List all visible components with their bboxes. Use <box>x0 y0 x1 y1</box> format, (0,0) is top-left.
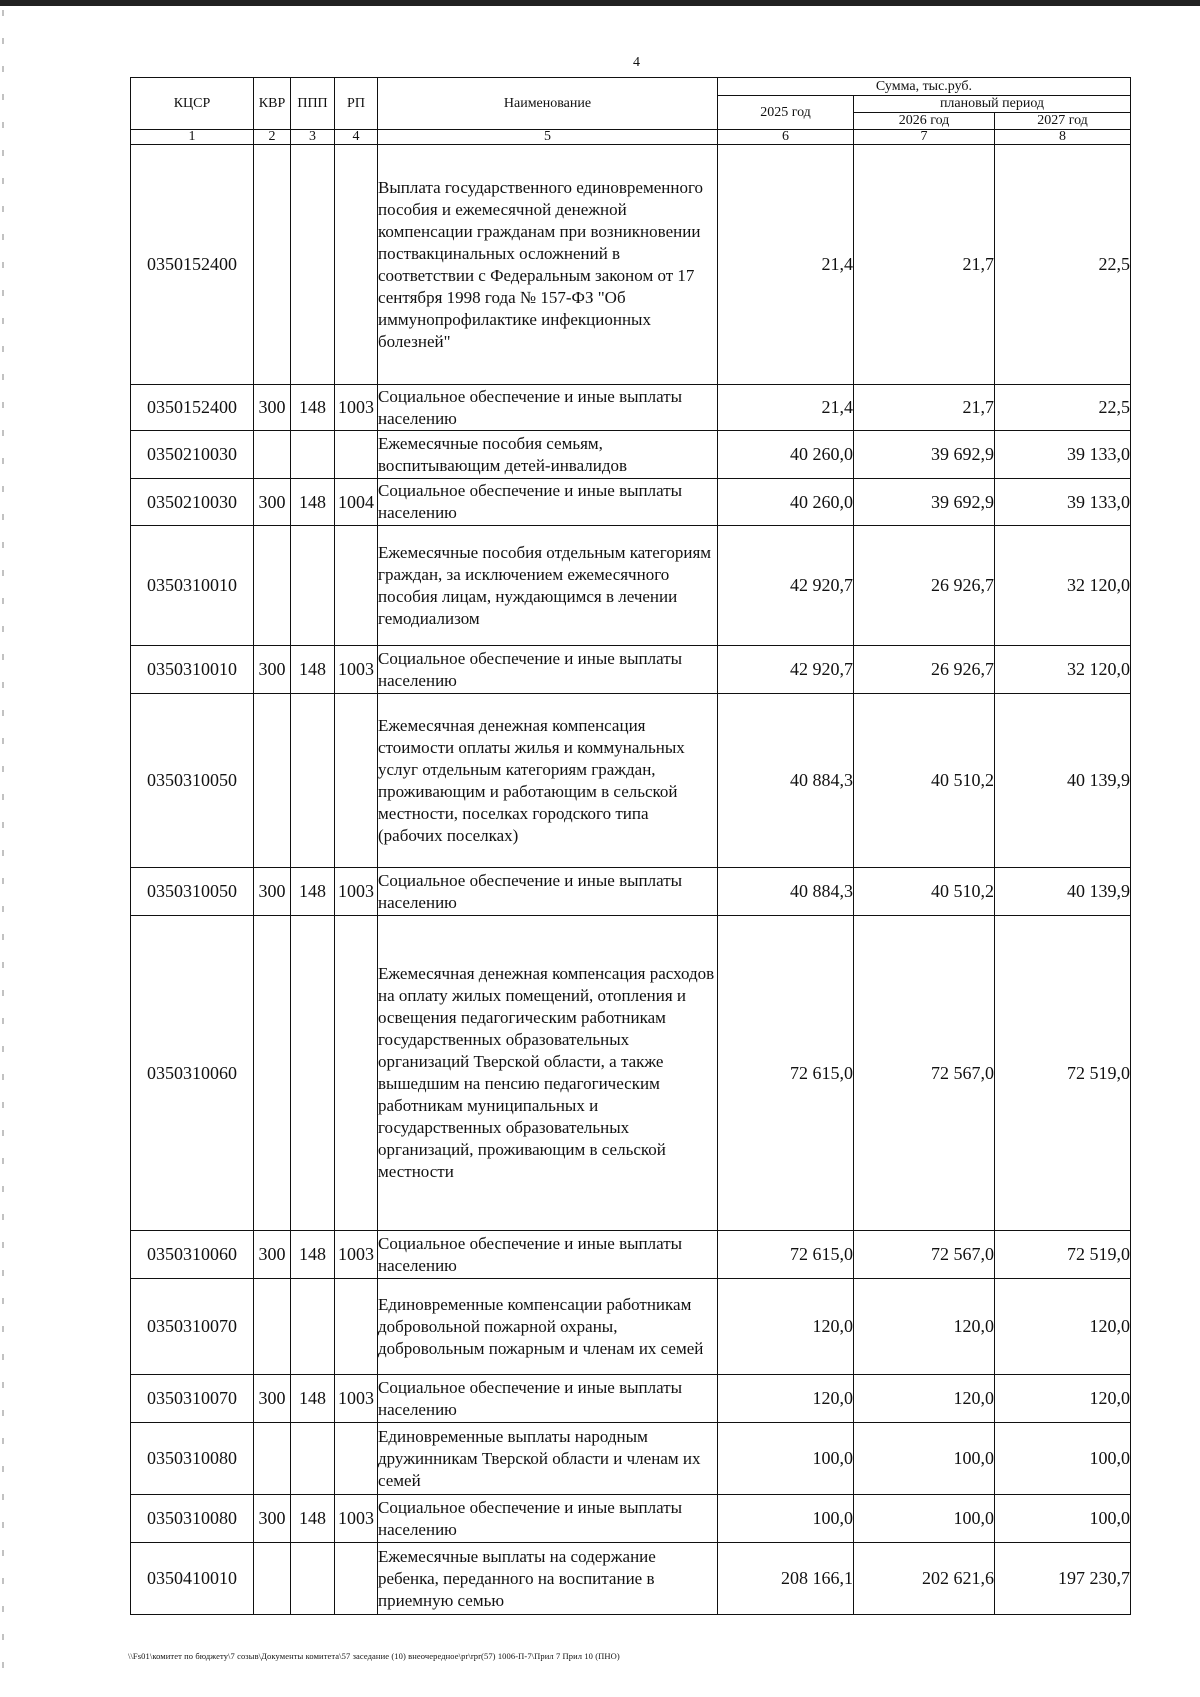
amount-2026-cell: 39 692,9 <box>854 431 995 479</box>
table-row <box>131 431 1131 479</box>
rp-cell: 1003 <box>335 1495 378 1543</box>
kvr-cell <box>254 526 291 646</box>
amount-2026-cell: 100,0 <box>854 1495 995 1543</box>
kvr-cell: 300 <box>254 868 291 916</box>
table-row <box>131 1231 1131 1279</box>
name-cell: Единовременные компенсации работникам добровольной пожарной охраны, добровольным пожарным и членам их семей <box>378 1279 718 1375</box>
amount-2025-cell: 100,0 <box>718 1423 854 1495</box>
name-cell: Социальное обеспечение и иные выплаты населению <box>378 1495 718 1543</box>
kcsr-cell: 0350152400 <box>131 385 254 431</box>
amount-2027-cell: 32 120,0 <box>995 646 1131 694</box>
kcsr-cell: 0350210030 <box>131 479 254 526</box>
amount-2026-cell: 40 510,2 <box>854 694 995 868</box>
name-cell: Социальное обеспечение и иные выплаты населению <box>378 479 718 526</box>
table-row <box>131 916 1131 1231</box>
ppp-cell <box>291 1423 335 1495</box>
ppp-cell: 148 <box>291 479 335 526</box>
footer-file-path: \\Fs01\комитет по бюджету\7 созыв\Документы комитета\57 заседание (10) внеочередное\pr\rpr(57) 1006-П-7\Прил 7 Прил 10 (ПНО) <box>128 1651 620 1661</box>
kvr-cell: 300 <box>254 479 291 526</box>
header-planned-period: плановый период <box>854 96 1131 113</box>
header-kcsr: КЦСР <box>131 78 254 130</box>
kvr-cell: 300 <box>254 1375 291 1423</box>
kcsr-cell: 0350310070 <box>131 1375 254 1423</box>
kvr-cell <box>254 694 291 868</box>
amount-2027-cell: 72 519,0 <box>995 916 1131 1231</box>
rp-cell <box>335 1543 378 1615</box>
amount-2027-cell: 72 519,0 <box>995 1231 1131 1279</box>
amount-2027-cell: 120,0 <box>995 1375 1131 1423</box>
kvr-cell: 300 <box>254 385 291 431</box>
table-row <box>131 479 1131 526</box>
ppp-cell: 148 <box>291 868 335 916</box>
kcsr-cell: 0350310010 <box>131 526 254 646</box>
header-2027: 2027 год <box>995 113 1131 130</box>
rp-cell <box>335 1423 378 1495</box>
table-row <box>131 1495 1131 1543</box>
rp-cell <box>335 145 378 385</box>
kcsr-cell: 0350310050 <box>131 868 254 916</box>
amount-2025-cell: 208 166,1 <box>718 1543 854 1615</box>
kcsr-cell: 0350310010 <box>131 646 254 694</box>
name-cell: Социальное обеспечение и иные выплаты населению <box>378 646 718 694</box>
name-cell: Социальное обеспечение и иные выплаты населению <box>378 868 718 916</box>
header-kvr: КВР <box>254 78 291 130</box>
ppp-cell <box>291 1543 335 1615</box>
ppp-cell <box>291 694 335 868</box>
page-number: 4 <box>633 55 640 70</box>
table-header <box>131 78 1131 145</box>
ppp-cell <box>291 526 335 646</box>
table-row <box>131 1543 1131 1615</box>
amount-2025-cell: 40 260,0 <box>718 479 854 526</box>
rp-cell: 1003 <box>335 868 378 916</box>
ppp-cell <box>291 916 335 1231</box>
kcsr-cell: 0350310050 <box>131 694 254 868</box>
amount-2026-cell: 21,7 <box>854 385 995 431</box>
ppp-cell: 148 <box>291 1495 335 1543</box>
amount-2025-cell: 40 260,0 <box>718 431 854 479</box>
table-row <box>131 694 1131 868</box>
column-index: 7 <box>854 130 995 145</box>
name-cell: Ежемесячная денежная компенсация стоимости оплаты жилья и коммунальных услуг отдельным категориям граждан, проживающим и работающим в сельской местности, поселках городского типа (рабочих поселках) <box>378 694 718 868</box>
rp-cell: 1003 <box>335 385 378 431</box>
amount-2027-cell: 39 133,0 <box>995 479 1131 526</box>
rp-cell: 1003 <box>335 646 378 694</box>
header-ppp: ППП <box>291 78 335 130</box>
table-row <box>131 646 1131 694</box>
amount-2027-cell: 40 139,9 <box>995 694 1131 868</box>
amount-2025-cell: 21,4 <box>718 385 854 431</box>
amount-2026-cell: 40 510,2 <box>854 868 995 916</box>
name-cell: Социальное обеспечение и иные выплаты населению <box>378 1231 718 1279</box>
header-name: Наименование <box>378 78 718 130</box>
rp-cell: 1003 <box>335 1375 378 1423</box>
kcsr-cell: 0350210030 <box>131 431 254 479</box>
scan-top-border <box>0 0 1200 6</box>
scan-left-margin-marks <box>2 10 4 1670</box>
table-body <box>131 145 1131 1615</box>
kvr-cell <box>254 1543 291 1615</box>
name-cell: Ежемесячные выплаты на содержание ребенка, переданного на воспитание в приемную семью <box>378 1543 718 1615</box>
column-index: 3 <box>291 130 335 145</box>
amount-2025-cell: 42 920,7 <box>718 646 854 694</box>
kvr-cell <box>254 1423 291 1495</box>
amount-2025-cell: 42 920,7 <box>718 526 854 646</box>
amount-2025-cell: 100,0 <box>718 1495 854 1543</box>
table-row <box>131 145 1131 385</box>
table-row <box>131 526 1131 646</box>
amount-2026-cell: 100,0 <box>854 1423 995 1495</box>
kcsr-cell: 0350310060 <box>131 1231 254 1279</box>
column-index: 8 <box>995 130 1131 145</box>
rp-cell: 1003 <box>335 1231 378 1279</box>
header-sum: Сумма, тыс.руб. <box>718 78 1131 96</box>
amount-2025-cell: 72 615,0 <box>718 916 854 1231</box>
table-row <box>131 868 1131 916</box>
rp-cell <box>335 694 378 868</box>
ppp-cell <box>291 1279 335 1375</box>
amount-2025-cell: 21,4 <box>718 145 854 385</box>
table-row <box>131 1279 1131 1375</box>
amount-2027-cell: 100,0 <box>995 1423 1131 1495</box>
rp-cell <box>335 431 378 479</box>
amount-2025-cell: 40 884,3 <box>718 868 854 916</box>
amount-2027-cell: 22,5 <box>995 145 1131 385</box>
column-index: 5 <box>378 130 718 145</box>
amount-2027-cell: 40 139,9 <box>995 868 1131 916</box>
column-index: 2 <box>254 130 291 145</box>
header-2025: 2025 год <box>718 96 854 130</box>
amount-2025-cell: 40 884,3 <box>718 694 854 868</box>
name-cell: Социальное обеспечение и иные выплаты населению <box>378 385 718 431</box>
table-row <box>131 385 1131 431</box>
amount-2026-cell: 72 567,0 <box>854 1231 995 1279</box>
kcsr-cell: 0350310080 <box>131 1495 254 1543</box>
kcsr-cell: 0350410010 <box>131 1543 254 1615</box>
kvr-cell: 300 <box>254 1495 291 1543</box>
name-cell: Ежемесячные пособия семьям, воспитывающим детей-инвалидов <box>378 431 718 479</box>
kvr-cell <box>254 431 291 479</box>
kvr-cell: 300 <box>254 646 291 694</box>
amount-2026-cell: 72 567,0 <box>854 916 995 1231</box>
kvr-cell <box>254 916 291 1231</box>
amount-2026-cell: 202 621,6 <box>854 1543 995 1615</box>
amount-2026-cell: 120,0 <box>854 1375 995 1423</box>
rp-cell <box>335 1279 378 1375</box>
rp-cell: 1004 <box>335 479 378 526</box>
ppp-cell: 148 <box>291 1231 335 1279</box>
ppp-cell: 148 <box>291 1375 335 1423</box>
column-index: 6 <box>718 130 854 145</box>
amount-2026-cell: 21,7 <box>854 145 995 385</box>
kvr-cell <box>254 145 291 385</box>
column-index: 4 <box>335 130 378 145</box>
budget-table <box>130 77 1131 1615</box>
kcsr-cell: 0350310080 <box>131 1423 254 1495</box>
amount-2025-cell: 120,0 <box>718 1375 854 1423</box>
amount-2027-cell: 32 120,0 <box>995 526 1131 646</box>
rp-cell <box>335 916 378 1231</box>
table-row <box>131 1375 1131 1423</box>
kcsr-cell: 0350310070 <box>131 1279 254 1375</box>
amount-2026-cell: 26 926,7 <box>854 646 995 694</box>
amount-2027-cell: 39 133,0 <box>995 431 1131 479</box>
amount-2026-cell: 39 692,9 <box>854 479 995 526</box>
ppp-cell <box>291 145 335 385</box>
name-cell: Выплата государственного единовременного пособия и ежемесячной денежной компенсации гражданам при возникновении поствакцинальных осложнений в соответствии с Федеральным законом от 17 сентября 1998 года № 157-ФЗ "Об иммунопрофилактике инфекционных болезней" <box>378 145 718 385</box>
column-index: 1 <box>131 130 254 145</box>
amount-2027-cell: 197 230,7 <box>995 1543 1131 1615</box>
ppp-cell: 148 <box>291 646 335 694</box>
rp-cell <box>335 526 378 646</box>
table-row <box>131 1423 1131 1495</box>
header-2026: 2026 год <box>854 113 995 130</box>
kcsr-cell: 0350310060 <box>131 916 254 1231</box>
amount-2026-cell: 26 926,7 <box>854 526 995 646</box>
kvr-cell: 300 <box>254 1231 291 1279</box>
name-cell: Ежемесячные пособия отдельным категориям граждан, за исключением ежемесячного пособия лицам, нуждающимся в лечении гемодиализом <box>378 526 718 646</box>
amount-2026-cell: 120,0 <box>854 1279 995 1375</box>
header-rp: РП <box>335 78 378 130</box>
kvr-cell <box>254 1279 291 1375</box>
ppp-cell <box>291 431 335 479</box>
name-cell: Единовременные выплаты народным дружинникам Тверской области и членам их семей <box>378 1423 718 1495</box>
amount-2027-cell: 22,5 <box>995 385 1131 431</box>
amount-2027-cell: 100,0 <box>995 1495 1131 1543</box>
name-cell: Ежемесячная денежная компенсация расходов на оплату жилых помещений, отопления и освещения педагогическим работникам государственных образовательных организаций Тверской области, а также вышедшим на пенсию педагогическим работникам муниципальных и государственных образовательных организаций, проживающим в сельской местности <box>378 916 718 1231</box>
amount-2025-cell: 72 615,0 <box>718 1231 854 1279</box>
name-cell: Социальное обеспечение и иные выплаты населению <box>378 1375 718 1423</box>
amount-2025-cell: 120,0 <box>718 1279 854 1375</box>
ppp-cell: 148 <box>291 385 335 431</box>
amount-2027-cell: 120,0 <box>995 1279 1131 1375</box>
kcsr-cell: 0350152400 <box>131 145 254 385</box>
column-index-row <box>131 130 1131 145</box>
